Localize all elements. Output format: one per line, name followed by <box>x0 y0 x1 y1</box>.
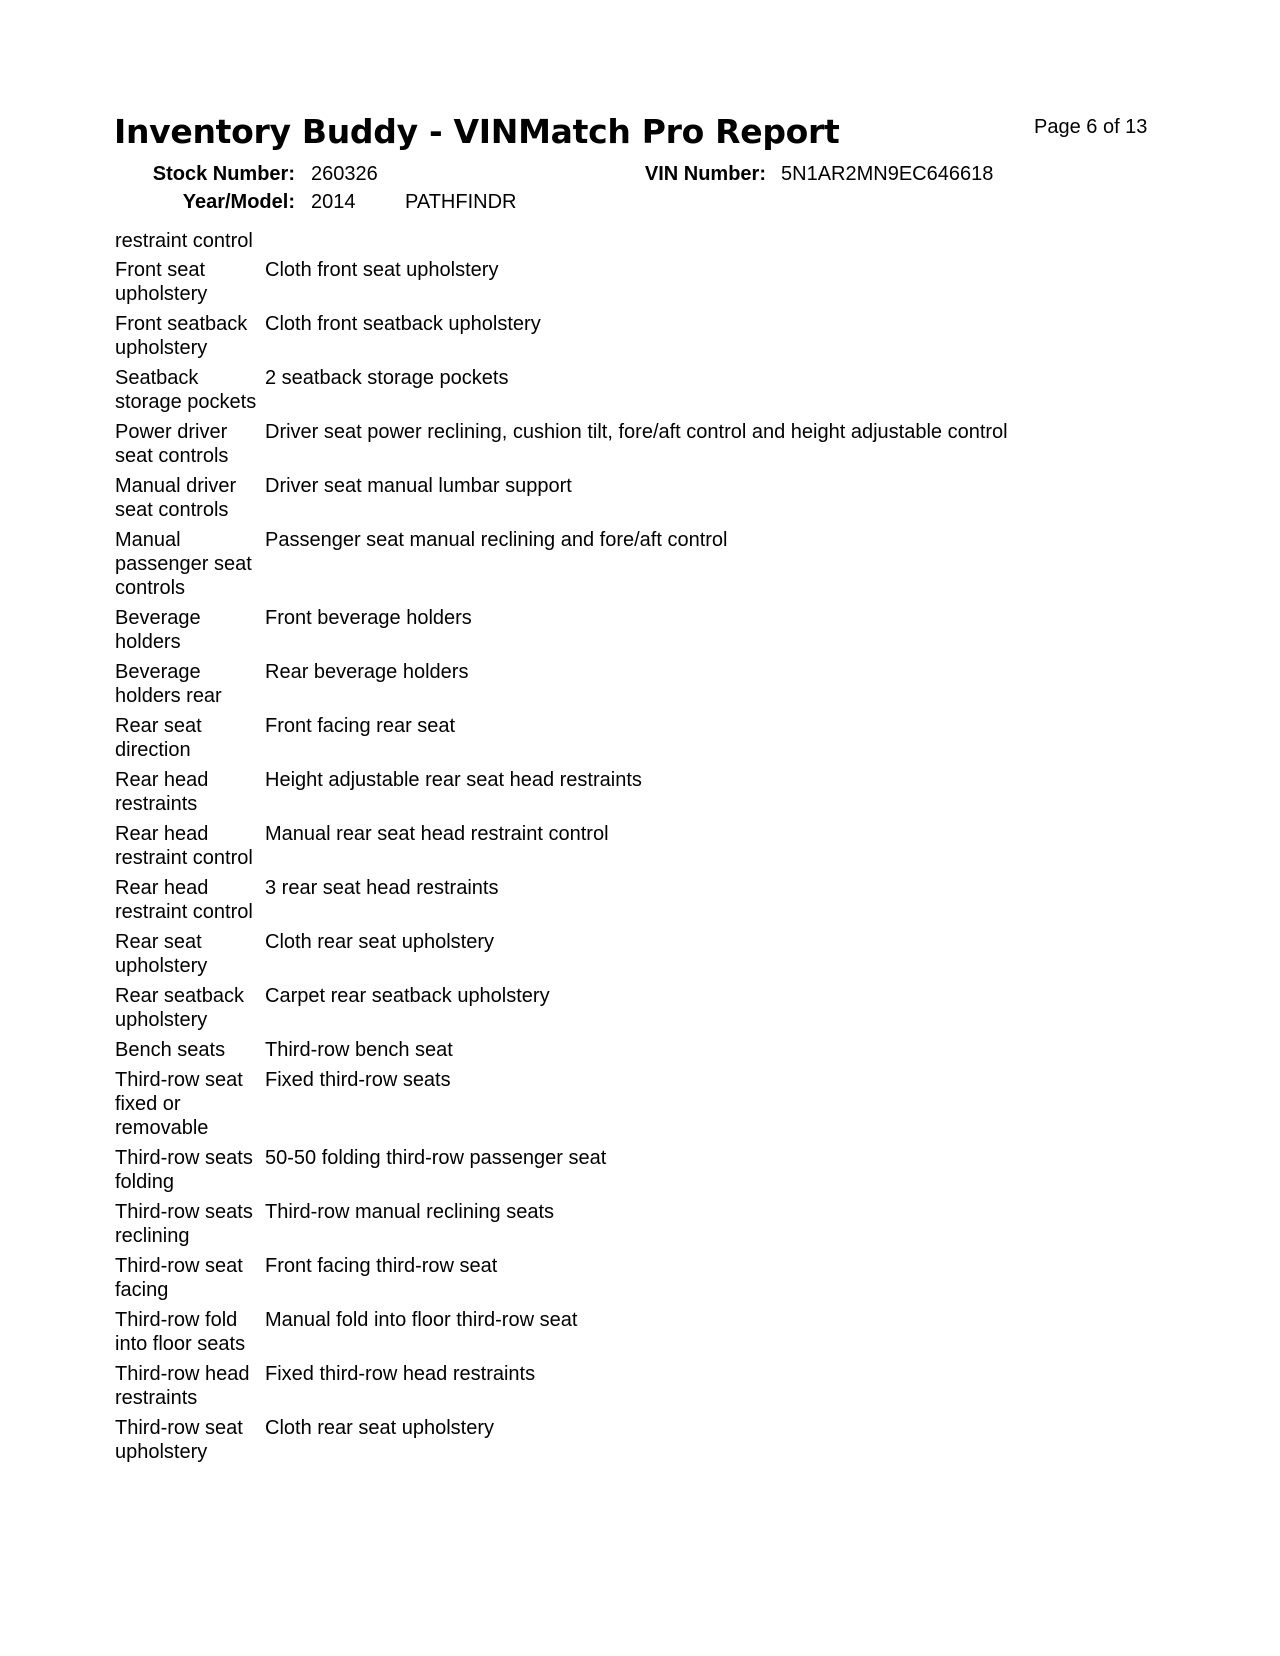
equipment-row <box>115 366 1135 414</box>
equipment-row <box>115 474 1135 522</box>
equipment-value: 3 rear seat head restraints <box>265 877 499 899</box>
equipment-value: Manual rear seat head restraint control <box>265 823 609 845</box>
vin-number-value: 5N1AR2MN9EC646618 <box>781 163 994 185</box>
equipment-label: Third-row seats reclining <box>115 1201 253 1247</box>
equipment-row <box>115 1416 1135 1464</box>
equipment-label: Beverage holders rear <box>115 661 222 707</box>
equipment-label: Manual passenger seat controls <box>115 529 252 599</box>
equipment-value: Height adjustable rear seat head restraints <box>265 769 642 791</box>
equipment-value: Passenger seat manual reclining and fore/aft control <box>265 529 728 551</box>
equipment-label: Third-row head restraints <box>115 1363 250 1409</box>
equipment-row <box>115 1146 1135 1194</box>
equipment-row <box>115 768 1135 816</box>
equipment-row <box>115 528 1135 600</box>
equipment-value: Cloth front seatback upholstery <box>265 313 541 335</box>
equipment-row <box>115 258 1135 306</box>
equipment-value: Third-row bench seat <box>265 1039 453 1061</box>
equipment-row <box>115 606 1135 654</box>
equipment-value: Front facing rear seat <box>265 715 456 737</box>
equipment-list <box>115 258 1135 1470</box>
equipment-row <box>115 822 1135 870</box>
equipment-value: Fixed third-row seats <box>265 1069 451 1091</box>
equipment-label: Third-row seats folding <box>115 1147 253 1193</box>
equipment-label: Rear seat direction <box>115 715 202 761</box>
equipment-value: Rear beverage holders <box>265 661 469 683</box>
equipment-row <box>115 312 1135 360</box>
equipment-value: Fixed third-row head restraints <box>265 1363 536 1385</box>
equipment-label: Power driver seat controls <box>115 421 229 467</box>
equipment-value: Driver seat manual lumbar support <box>265 475 572 497</box>
equipment-row <box>115 660 1135 708</box>
equipment-value: Front beverage holders <box>265 607 472 629</box>
equipment-label: Rear head restraint control <box>115 823 253 869</box>
equipment-label: Rear seat upholstery <box>115 931 208 977</box>
stock-number-value: 260326 <box>311 163 378 185</box>
equipment-label: Rear seatback upholstery <box>115 985 244 1031</box>
equipment-label: Bench seats <box>115 1039 226 1061</box>
equipment-row <box>115 1254 1135 1302</box>
equipment-value: Cloth rear seat upholstery <box>265 1417 495 1439</box>
equipment-value: Carpet rear seatback upholstery <box>265 985 550 1007</box>
year-model-label: Year/Model: <box>182 191 295 213</box>
year-value: 2014 <box>311 191 356 213</box>
stock-number-label: Stock Number: <box>152 163 295 185</box>
equipment-value: 50-50 folding third-row passenger seat <box>265 1147 607 1169</box>
equipment-value: 2 seatback storage pockets <box>265 367 509 389</box>
equipment-value: Cloth front seat upholstery <box>265 259 499 281</box>
equipment-value: Driver seat power reclining, cushion tilt, fore/aft control and height adjustable control <box>265 421 1008 443</box>
equipment-row <box>115 1068 1135 1140</box>
equipment-label: Beverage holders <box>115 607 201 653</box>
equipment-row <box>115 984 1135 1032</box>
equipment-row <box>115 1308 1135 1356</box>
equipment-label: Third-row seat fixed or removable <box>115 1069 243 1139</box>
equipment-label: Third-row seat upholstery <box>115 1417 243 1463</box>
equipment-label: Front seatback upholstery <box>115 313 248 359</box>
page-number: Page 6 of 13 <box>1034 116 1148 138</box>
equipment-row <box>115 420 1135 468</box>
equipment-label: Manual driver seat controls <box>115 475 237 521</box>
vin-number-label: VIN Number: <box>644 163 766 185</box>
equipment-value: Manual fold into floor third-row seat <box>265 1309 578 1331</box>
equipment-value: Cloth rear seat upholstery <box>265 931 495 953</box>
equipment-row <box>115 1200 1135 1248</box>
equipment-label: Third-row seat facing <box>115 1255 243 1301</box>
equipment-label: Seatback storage pockets <box>115 367 257 413</box>
equipment-label: Rear head restraint control <box>115 877 253 923</box>
equipment-row <box>115 1362 1135 1410</box>
equipment-row <box>115 876 1135 924</box>
equipment-label: Rear head restraints <box>115 769 209 815</box>
equipment-label: Front seat upholstery <box>115 259 208 305</box>
equipment-row <box>115 714 1135 762</box>
continued-label: restraint control <box>115 230 253 252</box>
report-title: Inventory Buddy - VINMatch Pro Report <box>114 112 840 151</box>
model-value: PATHFINDR <box>405 191 517 213</box>
equipment-value: Front facing third-row seat <box>265 1255 498 1277</box>
equipment-row <box>115 1038 1135 1062</box>
equipment-value: Third-row manual reclining seats <box>265 1201 555 1223</box>
equipment-row <box>115 930 1135 978</box>
equipment-label: Third-row fold into floor seats <box>115 1309 246 1355</box>
